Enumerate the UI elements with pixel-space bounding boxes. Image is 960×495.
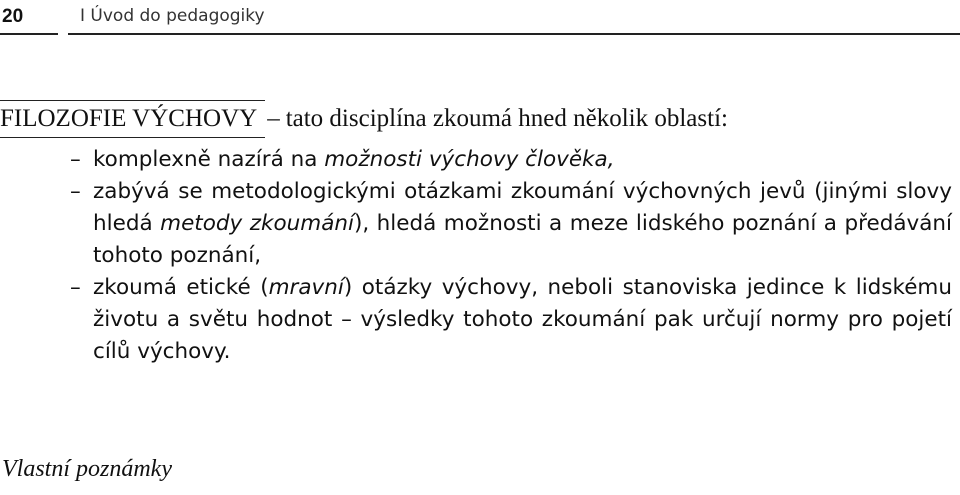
section-intro: tato disciplína zkoumá hned několik oblastí:	[285, 105, 728, 132]
page-header	[0, 0, 960, 40]
item-emphasis: metody zkoumání	[160, 211, 354, 236]
item-text: zabývá se metodologickými otázkami zkoumání výchovných jevů (jinými slovy hledá	[93, 179, 952, 236]
list-dash: –	[70, 179, 81, 204]
section-body	[0, 100, 960, 368]
heading-separator: –	[267, 105, 280, 132]
page-number: 20	[2, 6, 24, 27]
list-item	[0, 144, 960, 176]
section-heading	[0, 100, 960, 136]
item-text-after: ) otázky výchovy, neboli stanoviska jedince k lidskému životu a světu hodnot – výsledky tohoto zkoumání pak určují normy pro pojetí cílů výchovy.	[93, 275, 952, 364]
list-item	[0, 272, 960, 368]
topic-list	[0, 144, 960, 368]
header-rule-short	[0, 33, 58, 35]
section-term: FILOZOFIE VÝCHOVY	[0, 105, 258, 132]
header-rule-long	[68, 33, 960, 35]
item-text-after: ), hledá možnosti a meze lidského poznání a předávání tohoto poznání,	[93, 211, 953, 268]
running-title: I Úvod do pedagogiky	[80, 6, 265, 26]
list-dash: –	[70, 275, 81, 300]
term-box	[0, 100, 257, 136]
item-text: zkoumá etické (	[93, 275, 269, 300]
item-emphasis: možnosti výchovy člověka,	[324, 147, 615, 172]
list-item	[0, 176, 960, 272]
notes-heading: Vlastní poznámky	[2, 456, 172, 482]
item-emphasis: mravní	[268, 275, 344, 300]
list-dash: –	[70, 147, 81, 172]
item-text: komplexně nazírá na	[93, 147, 325, 172]
